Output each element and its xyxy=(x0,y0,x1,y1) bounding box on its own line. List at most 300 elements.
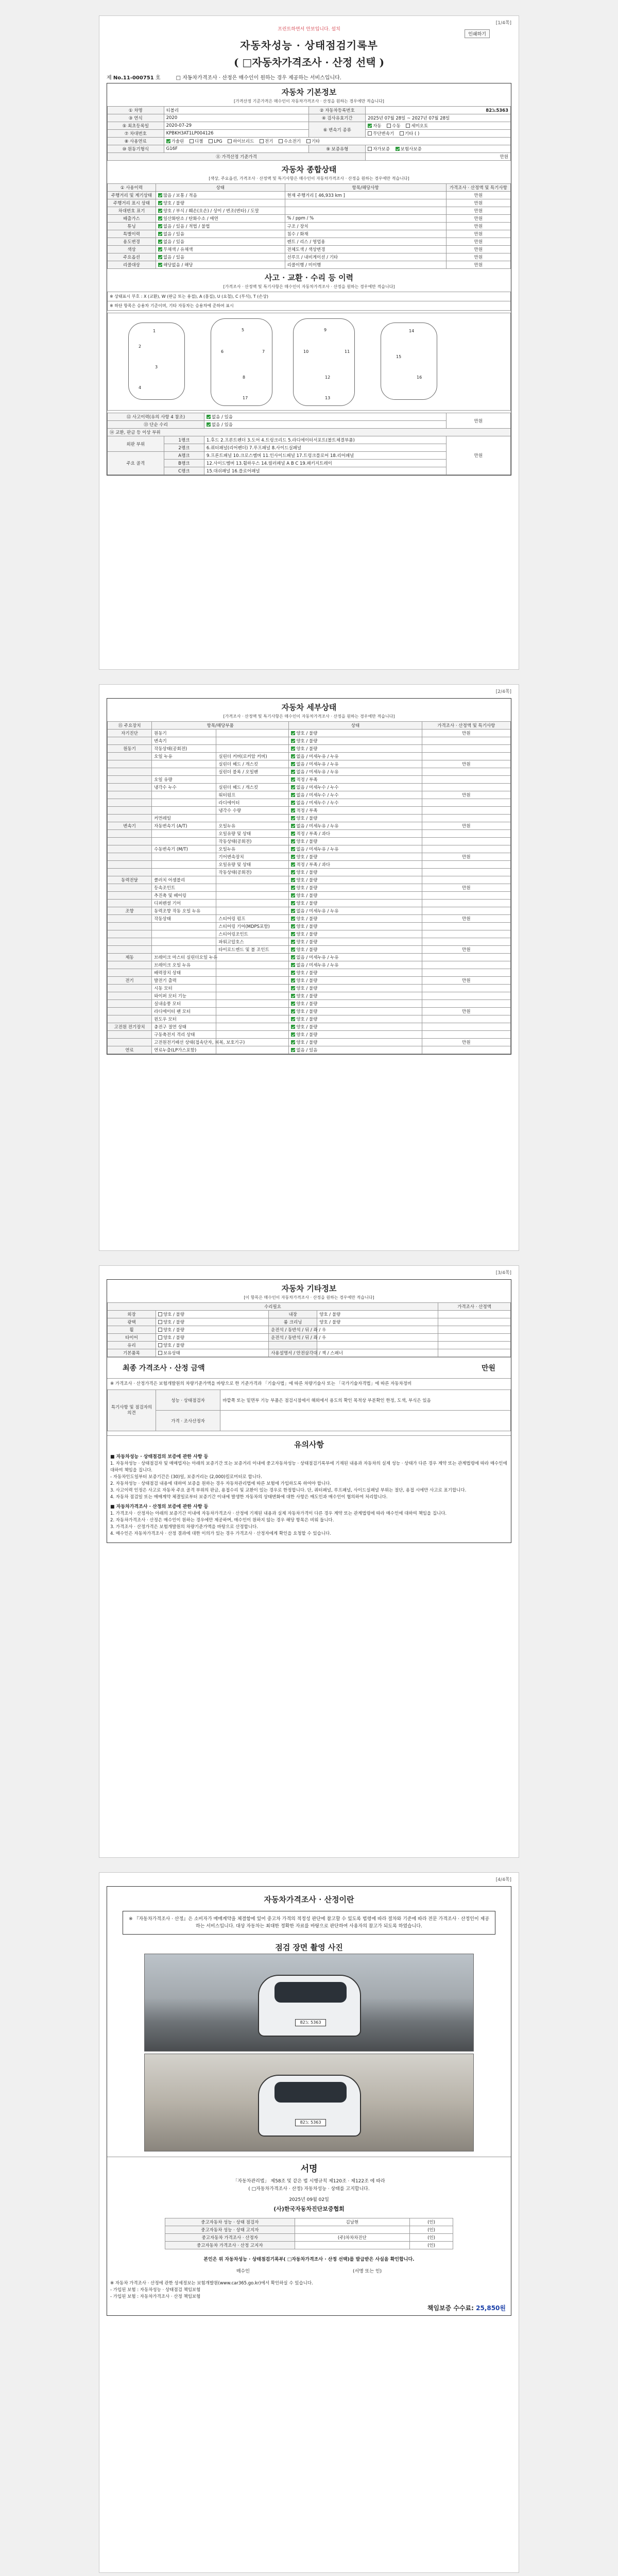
basic-info-title: 자동차 기본정보 xyxy=(281,88,337,97)
detail-group xyxy=(108,784,152,791)
detail-row xyxy=(108,1008,511,1015)
detail-state-text: 양호 / 불량 xyxy=(296,816,318,821)
repair-checkbox[interactable] xyxy=(158,1343,162,1347)
checkbox-gasoline[interactable] xyxy=(166,139,170,143)
detail-subitem xyxy=(216,737,289,745)
detail-row xyxy=(108,1046,511,1054)
page-number: [1/4쪽] xyxy=(495,21,511,26)
detail-checkbox[interactable] xyxy=(291,847,295,851)
detail-note xyxy=(422,830,510,838)
detail-row xyxy=(108,923,511,930)
status-row xyxy=(108,230,511,238)
detail-subitem: 실린더 헤드 / 개스킷 xyxy=(216,784,289,791)
detail-row xyxy=(108,1015,511,1023)
detail-checkbox[interactable] xyxy=(291,886,295,890)
status-state xyxy=(156,207,285,215)
detail-subitem: 오일누유 xyxy=(216,822,289,830)
detail-checkbox[interactable] xyxy=(291,909,295,913)
main-rank-b: 12.사이드멤버 13.휠하우스 14.필러패널 A B C 19.패키지트레이 xyxy=(204,460,446,467)
detail-row xyxy=(108,992,511,1000)
status-state-text: 없음 / 있음 xyxy=(163,232,185,237)
detail-item: 시동 모터 xyxy=(152,985,216,992)
detail-item: 냉각수 누수 xyxy=(152,784,216,791)
repair-note xyxy=(438,1318,511,1326)
checkbox-lpg[interactable] xyxy=(209,139,213,143)
status-detail: % / ppm / % xyxy=(285,215,446,223)
detail-group: 전기 xyxy=(108,977,152,985)
detail-checkbox[interactable] xyxy=(291,777,295,782)
detail-row xyxy=(108,985,511,992)
status-state xyxy=(156,230,285,238)
document-number: No.11-000751 xyxy=(113,75,154,81)
detail-row xyxy=(108,876,511,884)
detail-checkbox[interactable] xyxy=(291,808,295,812)
inspector-opinion: 바깥쪽 또는 밑면부 기능 부품은 점검시점에서 해외에서 용도의 확인 목적상 부분확인 한정, 도색, 부식은 있음 xyxy=(220,1390,511,1411)
detail-item: 라디에이터 팬 모터 xyxy=(152,1008,216,1015)
detail-group: 제동 xyxy=(108,954,152,961)
fuel-options: 가솔린 디젤 LPG 하이브리드 전기 수소전기 기타 xyxy=(164,138,510,145)
detail-state-text: 양호 / 불량 xyxy=(296,886,318,891)
status-note: 만원 xyxy=(446,207,510,215)
status-checkbox[interactable] xyxy=(158,224,162,228)
detail-subitem: 실린더 블록 / 오일팬 xyxy=(216,768,289,776)
detail-item: 클러치 어셈블리 xyxy=(152,876,216,884)
repair-checkbox[interactable] xyxy=(158,1320,162,1324)
status-state-text: 없음 / 있음 / 적법 / 불법 xyxy=(163,224,210,229)
detail-checkbox[interactable] xyxy=(291,1032,295,1037)
repair-item-b: 내장 xyxy=(269,1311,317,1318)
status-note: 만원 xyxy=(446,261,510,269)
detail-row xyxy=(108,745,511,753)
detail-item xyxy=(152,853,216,861)
checkbox-manual[interactable] xyxy=(387,124,391,128)
detail-checkbox[interactable] xyxy=(291,1048,295,1052)
status-detail xyxy=(285,199,446,207)
checkbox-trans-etc[interactable] xyxy=(400,131,404,135)
repair-state-a xyxy=(156,1342,268,1349)
detail-note: 만원 xyxy=(422,791,510,799)
detail-subitem xyxy=(216,815,289,822)
detail-checkbox[interactable] xyxy=(291,1025,295,1029)
repair-checkbox[interactable] xyxy=(158,1351,162,1355)
detail-state-text: 없음 / 미세누유 / 누유 xyxy=(296,955,339,960)
detail-subitem xyxy=(216,892,289,900)
detail-group xyxy=(108,900,152,907)
detail-note xyxy=(422,992,510,1000)
status-checkbox[interactable] xyxy=(158,247,162,251)
status-state-text: 양호 / 불량 xyxy=(163,201,185,206)
detail-checkbox[interactable] xyxy=(291,955,295,959)
checkbox-cvt[interactable] xyxy=(368,131,372,135)
panel-number: 8 xyxy=(243,375,246,380)
appraiser-opinion xyxy=(220,1411,511,1431)
detail-state xyxy=(289,1015,422,1023)
detail-row xyxy=(108,884,511,892)
panel-number: 10 xyxy=(303,349,309,354)
status-state-text: 없음 / 있음 xyxy=(163,255,185,260)
signatory-seal: (인) xyxy=(410,2234,453,2242)
detail-item: 등속조인트 xyxy=(152,884,216,892)
repair-item-a: 외장 xyxy=(108,1311,156,1318)
detail-item: 변속기 xyxy=(152,737,216,745)
detail-group xyxy=(108,791,152,799)
print-hint-link[interactable]: 프린트하면서 안보입니다. 설치 xyxy=(278,27,340,32)
detail-checkbox[interactable] xyxy=(291,862,295,867)
checkbox-hydrogen[interactable] xyxy=(279,139,283,143)
signatory-label: 중고자동차 가격조사 · 산정자 xyxy=(165,2234,295,2242)
status-checkbox[interactable] xyxy=(158,232,162,236)
detail-checkbox[interactable] xyxy=(291,839,295,843)
detail-checkbox[interactable] xyxy=(291,832,295,836)
detail-row xyxy=(108,791,511,799)
detail-checkbox[interactable] xyxy=(291,978,295,982)
detail-subitem: 워터펌프 xyxy=(216,791,289,799)
detail-checkbox[interactable] xyxy=(291,1017,295,1021)
repair-item-a: 기본품목 xyxy=(108,1349,156,1357)
detail-checkbox[interactable] xyxy=(291,793,295,797)
detail-checkbox[interactable] xyxy=(291,963,295,967)
detail-checkbox[interactable] xyxy=(291,855,295,859)
detail-group xyxy=(108,969,152,977)
detail-note xyxy=(422,1015,510,1023)
page-number: [2/4쪽] xyxy=(495,689,511,694)
overall-status-title: 자동차 종합상태 xyxy=(281,165,337,174)
repair-note xyxy=(438,1326,511,1334)
detail-checkbox[interactable] xyxy=(291,1009,295,1013)
detail-state-text: 없음 / 미세누유 / 누유 xyxy=(296,963,339,968)
detail-checkbox[interactable] xyxy=(291,785,295,789)
status-checkbox[interactable] xyxy=(158,209,162,213)
status-state-text: 많음 / 보통 / 적음 xyxy=(163,193,197,198)
detail-note xyxy=(422,900,510,907)
signatory-seal: (인) xyxy=(410,2242,453,2249)
detail-note xyxy=(422,737,510,745)
detail-note: 만원 xyxy=(422,884,510,892)
detail-checkbox[interactable] xyxy=(291,731,295,735)
detail-note: 만원 xyxy=(422,977,510,985)
detail-checkbox[interactable] xyxy=(291,947,295,952)
detail-state-text: 없음 / 미세누유 / 누유 xyxy=(296,847,339,852)
overall-status-sub: [색상, 주요옵션, 가격조사 · 산정액 및 특기사항은 매수인이 자동차가격조사 · 산정을 원하는 경우에만 적습니다] xyxy=(209,176,409,181)
reg-number: 82노5363 xyxy=(366,107,511,114)
signature-text-1: 「자동차관리법」 제58조 및 같은 법 시행규칙 제120조 · 제122조 에 따라 xyxy=(233,2179,385,2184)
detail-checkbox[interactable] xyxy=(291,940,295,944)
detail-subitem: 기어변속장치 xyxy=(216,853,289,861)
buyer-row xyxy=(107,2267,511,2274)
inspection-photo-front xyxy=(144,1954,474,2052)
detail-state xyxy=(289,938,422,946)
detail-checkbox[interactable] xyxy=(291,816,295,820)
detail-state xyxy=(289,876,422,884)
status-row xyxy=(108,238,511,246)
detail-row xyxy=(108,830,511,838)
detail-state xyxy=(289,730,422,737)
panel-number: 1 xyxy=(153,329,156,333)
status-row xyxy=(108,223,511,230)
detail-subitem: 작동상태(공회전) xyxy=(216,869,289,876)
detail-checkbox[interactable] xyxy=(291,801,295,805)
detail-state xyxy=(289,1046,422,1054)
status-state-text: 양호 / 부식 / 훼손(오손) / 상이 / 변조(변타) / 도말 xyxy=(163,209,259,214)
status-state-text: 무채색 / 유채색 xyxy=(163,247,193,252)
status-row xyxy=(108,215,511,223)
detail-state-text: 양호 / 불량 xyxy=(296,1040,318,1045)
page-4 xyxy=(99,1872,519,2573)
detail-item: 구동축전지 격리 상태 xyxy=(152,1031,216,1039)
print-button[interactable]: 인쇄하기 xyxy=(465,29,490,38)
detail-state xyxy=(289,977,422,985)
detail-subitem xyxy=(216,954,289,961)
checkbox-semi[interactable] xyxy=(406,124,410,128)
panel-number: 11 xyxy=(345,349,350,354)
detail-group xyxy=(108,1015,152,1023)
detail-subitem xyxy=(216,1046,289,1054)
detail-row xyxy=(108,799,511,807)
repair-checkbox[interactable] xyxy=(158,1312,162,1316)
detail-note xyxy=(422,815,510,822)
checkbox-self-warranty[interactable] xyxy=(368,147,372,151)
detail-item xyxy=(152,799,216,807)
status-row xyxy=(108,207,511,215)
overall-status-table: ① 사용이력 상태 항목/해당사항 가격조사 · 산정액 및 특기사항 주행거리 및 계기상태 많음 / 보통 / 적음 현재 주행거리 [ 46,933 km ] 만원 주행거리 표시 상태 양호 / 불량 만원 차대번호 표기 양호 / 부식 / 훼손(오손) / 상이 / 변조(변타) / 도말 만원 배출가스 일산화탄소 / 탄화수소 / 매연 % / ppm / % 만원 튜닝 없음 / 있음 / 적법 / 불법 구조 / 장치 만원 특별이력 없음 / 있음 침수 / 화재 만원 용도변경 없음 / 있음 렌트 / 리스 / 영업용 만원 색상 무채색 / 유채색 전체도색 / 색상변경 만원 주요옵션 없음 / 있음 선루프 / 내비게이션 / 기타 만원 리콜대상 해당없음 / 해당 리콜이행 / 미이행 만원 xyxy=(107,183,511,269)
panel-number: 7 xyxy=(262,349,265,354)
signature-title: 서명 xyxy=(107,2157,511,2174)
detail-checkbox[interactable] xyxy=(291,739,295,743)
detail-row xyxy=(108,753,511,760)
detail-subitem xyxy=(216,969,289,977)
detail-note xyxy=(422,784,510,791)
status-state xyxy=(156,223,285,230)
detail-row xyxy=(108,1023,511,1031)
detail-checkbox[interactable] xyxy=(291,994,295,998)
repair-item-b xyxy=(269,1342,317,1349)
detail-row xyxy=(108,776,511,784)
checkbox-auto[interactable] xyxy=(368,124,372,128)
checkbox-diesel[interactable] xyxy=(190,139,194,143)
detail-subitem: 오일유량 및 상태 xyxy=(216,830,289,838)
detail-checkbox[interactable] xyxy=(291,1040,295,1044)
document-number-row: 제 No.11-000751 호 □ 자동차가격조사 · 산정은 매수인이 원하는 경우 제공하는 서비스입니다. xyxy=(107,73,511,81)
other-info-title: 자동차 기타정보 xyxy=(281,1284,337,1293)
detail-row xyxy=(108,977,511,985)
checkbox-repair-none[interactable] xyxy=(207,422,211,427)
detail-checkbox[interactable] xyxy=(291,1002,295,1006)
detail-checkbox[interactable] xyxy=(291,932,295,936)
checkbox-hybrid[interactable] xyxy=(228,139,232,143)
caution-4: 4. 자동차 점검일 또는 매매계약 체결일로부터 보증기간 이내에 발생한 자동차의 상태변화에 대한 사항은 매도인과 매수인이 협의하여 처리합니다. xyxy=(110,1495,388,1500)
panel-number: 5 xyxy=(242,328,245,332)
status-label: 리콜대상 xyxy=(108,261,156,269)
detail-state-text: 양호 / 불량 xyxy=(296,917,318,922)
final-price-unit: 만원 xyxy=(481,1364,495,1372)
detail-group xyxy=(108,1000,152,1008)
status-note: 만원 xyxy=(446,246,510,253)
final-price-note: ※ 가격조사 · 산정가격은 보험개발원의 차량기준가액을 바탕으로 한 기준가격과 「기술사법」에 따른 차량기술사 또는 「국가기술자격법」에 따른 자동차정비 xyxy=(107,1378,511,1389)
checkbox-electric[interactable] xyxy=(260,139,264,143)
detail-state xyxy=(289,853,422,861)
detail-checkbox[interactable] xyxy=(291,762,295,766)
accident-history: 없음 / 있음 xyxy=(204,413,446,421)
detail-checkbox[interactable] xyxy=(291,870,295,874)
detail-checkbox[interactable] xyxy=(291,971,295,975)
signatory-rows xyxy=(165,2218,453,2249)
detail-state xyxy=(289,869,422,876)
detail-note xyxy=(422,753,510,760)
detail-group xyxy=(108,768,152,776)
detail-row xyxy=(108,822,511,830)
appraisal-explain-text: ※ 『자동차가격조사 · 산정』은 소비자가 매매계약을 체결함에 있어 중고차 가격의 적정성 판단에 참고할 수 있도록 법령에 따라 절차와 기준에 따라 전문 가격조사 · 산정인이 제공하는 서비스입니다. 대상 자동차는 최대한 정확한 자료를 바탕으로 판단하여 사용자의 참고가 되도록 하였습니다. xyxy=(123,1911,495,1935)
signatory-label: 중고자동차 성능 · 상태 고지자 xyxy=(165,2226,295,2234)
basic-info-section xyxy=(107,83,511,476)
repair-state-a-text: 양호 / 불량 xyxy=(163,1335,185,1341)
detail-state xyxy=(289,768,422,776)
status-checkbox[interactable] xyxy=(158,240,162,244)
detail-state-text: 양호 / 불량 xyxy=(296,731,318,736)
detail-row xyxy=(108,938,511,946)
checkbox-accident-none[interactable] xyxy=(207,415,211,419)
repair-row xyxy=(108,1326,511,1334)
detail-subitem: 오일유량 및 상태 xyxy=(216,861,289,869)
repair-state-b: 양호 / 불량 xyxy=(317,1318,438,1326)
detail-note: 만원 xyxy=(422,853,510,861)
status-checkbox[interactable] xyxy=(158,193,162,197)
detail-state-text: 양호 / 불량 xyxy=(296,986,318,991)
signatory-name xyxy=(295,2226,410,2234)
inspection-photo-rear xyxy=(144,2054,474,2151)
panel-number: 2 xyxy=(139,344,142,349)
detail-state-text: 양호 / 불량 xyxy=(296,924,318,929)
detail-checkbox[interactable] xyxy=(291,893,295,897)
detail-group xyxy=(108,807,152,815)
status-checkbox[interactable] xyxy=(158,216,162,221)
detail-state-text: 없음 / 미세누수 / 누수 xyxy=(296,801,339,806)
detail-note: 만원 xyxy=(422,760,510,768)
detail-subitem xyxy=(216,776,289,784)
status-checkbox[interactable] xyxy=(158,201,162,205)
detail-state xyxy=(289,907,422,915)
detail-state-text: 양호 / 불량 xyxy=(296,878,318,883)
detail-group: 고전원 전기장치 xyxy=(108,1023,152,1031)
detail-state xyxy=(289,900,422,907)
detail-checkbox[interactable] xyxy=(291,770,295,774)
accident-sub: [가격조사 · 산정액 및 특기사항은 매수인이 자동차가격조사 · 산정을 원하는 경우에만 적습니다] xyxy=(223,284,395,289)
detail-note xyxy=(422,930,510,938)
repair-state-a xyxy=(156,1349,268,1357)
detail-status-sub: [가격조사 · 산정액 및 특기사항은 매수인이 자동차가격조사 · 산정을 원하는 경우에만 적습니다] xyxy=(223,714,395,719)
detail-group xyxy=(108,869,152,876)
detail-state-text: 양호 / 불량 xyxy=(296,1032,318,1038)
fee-row xyxy=(107,2300,511,2315)
car-side-right-drawing xyxy=(381,323,437,400)
repair-item-a: 유리 xyxy=(108,1342,156,1349)
status-checkbox[interactable] xyxy=(158,255,162,259)
page-number: [4/4쪽] xyxy=(495,1877,511,1883)
status-label: 특별이력 xyxy=(108,230,156,238)
main-rank-c: 15.대쉬패널 16.플로어패널 xyxy=(204,467,446,475)
detail-note xyxy=(422,907,510,915)
detail-checkbox[interactable] xyxy=(291,747,295,751)
status-detail: 구조 / 장치 xyxy=(285,223,446,230)
panel-number: 17 xyxy=(243,396,248,400)
detail-state xyxy=(289,1031,422,1039)
final-price-title: 최종 가격조사 · 산정 금액 xyxy=(123,1364,205,1372)
signatory-row xyxy=(165,2218,453,2226)
status-note: 만원 xyxy=(446,230,510,238)
detail-group xyxy=(108,1008,152,1015)
detail-row xyxy=(108,760,511,768)
detail-state-text: 양호 / 불량 xyxy=(296,978,318,984)
detail-item: 작동상태 xyxy=(152,915,216,923)
detail-checkbox[interactable] xyxy=(291,824,295,828)
repair-row xyxy=(108,1311,511,1318)
buyer-label: 매수인 xyxy=(236,2269,250,2274)
detail-state xyxy=(289,807,422,815)
detail-state xyxy=(289,776,422,784)
detail-item: 배력장치 상태 xyxy=(152,969,216,977)
detail-checkbox[interactable] xyxy=(291,917,295,921)
status-checkbox[interactable] xyxy=(158,263,162,267)
detail-group: 원동기 xyxy=(108,745,152,753)
repair-checkbox[interactable] xyxy=(158,1335,162,1340)
status-label: 주요옵션 xyxy=(108,253,156,261)
status-state xyxy=(156,192,285,199)
first-registration: 2020-07-29 xyxy=(164,122,309,130)
status-state xyxy=(156,261,285,269)
repair-item-b: 운전석 / 동반석 / 뒤 / 좌 / 우 xyxy=(269,1326,317,1334)
status-row xyxy=(108,192,511,199)
detail-checkbox[interactable] xyxy=(291,878,295,882)
detail-state-text: 양호 / 불량 xyxy=(296,1009,318,1014)
detail-group xyxy=(108,830,152,838)
detail-row xyxy=(108,892,511,900)
detail-state xyxy=(289,784,422,791)
detail-state xyxy=(289,845,422,853)
signatory-seal: (인) xyxy=(410,2218,453,2226)
detail-state-text: 적정 / 부족 / 과다 xyxy=(296,862,331,868)
checkbox-insurance-warranty[interactable] xyxy=(396,147,400,151)
detail-checkbox[interactable] xyxy=(291,924,295,928)
repair-checkbox[interactable] xyxy=(158,1328,162,1332)
detail-status-table: ⑮ 주요장치 항목/해당부품 상태 가격조사 · 산정액 및 특기사항 자기진단 원동기 양호 / 불량 만원 변속기 양호 / 불량 원동기 작동상태(공회전) 양호 / 불량 오일 누유 실린더 커버(로커암 커버) 없음 / 미세누유 / 누유 실린더 헤드 / 개스킷 없음 / 미세누유 / 누유 만원 실린더 블록 / 오일팬 없음 / 미세누유 / 누유 오일 유량 적정 / 부족 냉각수 누수 실린더 헤드 / 개스킷 없음 / 미세누수 / 누수 워터펌프 없음 / 미세누수 / 누수 만원 라디에이터 없음 / 미세누수 / 누수 냉각수 수량 적정 / 부족 커먼레일 양호 / 불량 변속기 자동변속기 (A/T) 오일누유 없음 / 미세누유 / 누유 만원 오일유량 및 상태 적정 / 부족 / 과다 작동상태(공회전) 양호 / 불량 수동변속기 (M/T) 오일누유 없음 / 미세누유 / 누유 기어변속장치 양호 / 불량 만원 오일유량 및 상태 적정 / 부족 / 과다 작동상태(공회전) 양호 / 불량 동력전달 클러치 어셈블리 양호 / 불량 등속조인트 양호 / 불량 만원 추진축 및 베어링 양호 / 불량 디퍼렌셜 기어 양호 / 불량 조향 동력조향 작동 오일 누유 없음 / 미세누유 / 누유 작동상태 스티어링 펌프 양호 / 불량 만원 스티어링 기어(MDPS포함) 양호 / 불량 스티어링조인트 양호 / 불량 파워고압호스 양호 / 불량 타이로드엔드 및 볼 조인트 양호 / 불량 만원 제동 브레이크 마스터 실린더오일 누유 없음 / 미세누유 / 누유 브레이크 오일 누유 없음 / 미세누유 / 누유 배력장치 상태 양호 / 불량 전기 발전기 출력 양호 / 불량 만원 시동 모터 양호 / 불량 와이퍼 모터 기능 양호 / 불량 실내송풍 모터 양호 / 불량 라디에이터 팬 모터 양호 / 불량 만원 윈도우 모터 양호 / 불량 고전원 전기장치 충전구 절연 상태 양호 / 불량 구동축전지 격리 상태 양호 / 불량 고전원전기배선 상태(접속단자, 피복, 보호기구) 양호 / 불량 만원 연료 연료누출(LP가스포함) 없음 / 있음 xyxy=(107,721,511,1054)
detail-checkbox[interactable] xyxy=(291,986,295,990)
detail-item: 브레이크 마스터 실린더오일 누유 xyxy=(152,954,216,961)
detail-item xyxy=(152,768,216,776)
page-3 xyxy=(99,1265,519,1858)
detail-group xyxy=(108,861,152,869)
signature-date: 2025년 09월 02일 xyxy=(289,2197,329,2202)
repair-item-b: 룸 크리닝 xyxy=(269,1318,317,1326)
detail-checkbox[interactable] xyxy=(291,754,295,758)
status-state-text: 없음 / 있음 xyxy=(163,240,185,245)
status-label: 튜닝 xyxy=(108,223,156,230)
detail-item: 실내송풍 모터 xyxy=(152,1000,216,1008)
status-note: 만원 xyxy=(446,238,510,246)
detail-row xyxy=(108,1039,511,1046)
detail-item: 동력조향 작동 오일 누유 xyxy=(152,907,216,915)
detail-group xyxy=(108,815,152,822)
detail-subitem xyxy=(216,1000,289,1008)
detail-note xyxy=(422,869,510,876)
detail-row xyxy=(108,861,511,869)
model-year: 2020 xyxy=(164,114,309,122)
car-rear-image xyxy=(258,2075,361,2137)
detail-checkbox[interactable] xyxy=(291,901,295,905)
caution-1: 1. 자동차성능 · 상태점검자 및 매매업자는 아래의 보증기간 또는 보증거리 이내에 중고자동차성능 · 상태점검기록부에 기재된 내용과 자동차의 실제 성능 · 상태가 다른 경우 계약 또는 관계법령에 따라 매수인에 대하여 책임을 집니다. xyxy=(110,1461,507,1473)
vin-number: KPBKH3AT1LP004126 xyxy=(164,130,309,138)
detail-note xyxy=(422,845,510,853)
checkbox-fuel-etc[interactable] xyxy=(306,139,311,143)
detail-note xyxy=(422,985,510,992)
